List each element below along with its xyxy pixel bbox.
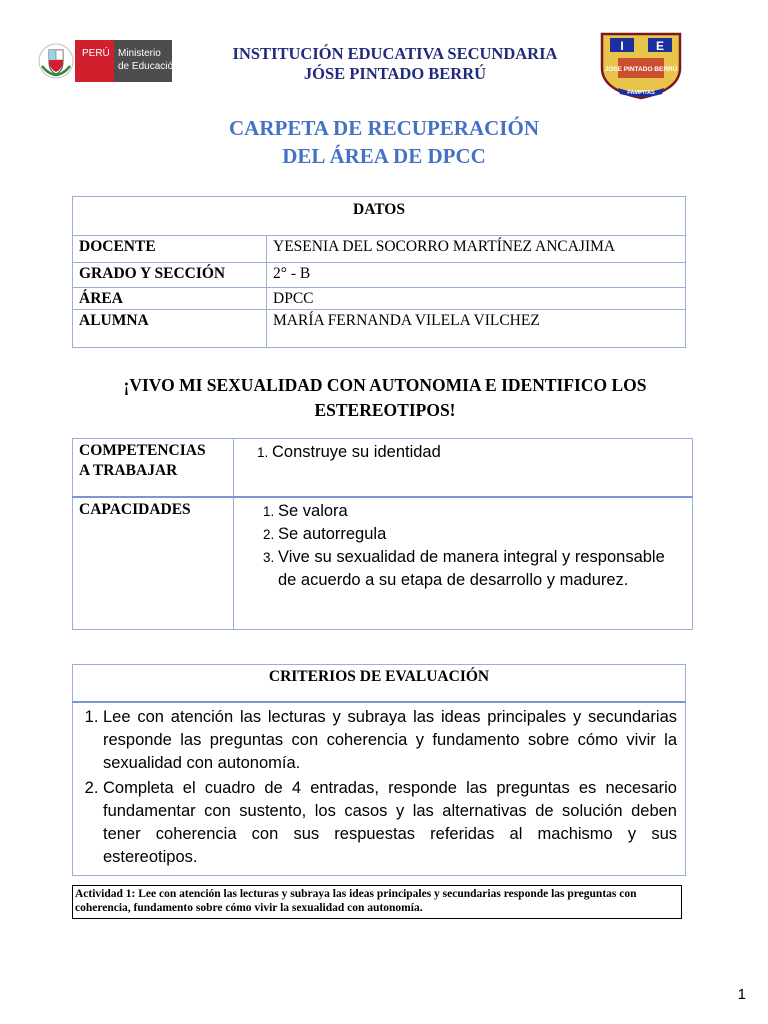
capacidades-list [234,497,693,630]
table-row [73,288,686,310]
ministry-label-2: de Educación [118,61,174,72]
datos-key: DOCENTE [73,236,267,263]
page-title: CARPETA DE RECUPERACIÓN [229,116,539,140]
competencias-label-line1: COMPETENCIAS [79,442,206,459]
datos-heading: DATOS [73,197,686,236]
table-row [73,263,686,288]
page-number: 1 [737,986,746,1003]
institution-name: INSTITUCIÓN EDUCATIVA SECUNDARIA [232,44,558,63]
datos-key: ÁREA [73,288,267,310]
datos-table [72,196,686,348]
list-item: 1. Construye su identidad [272,441,682,464]
table-row [73,497,693,630]
peru-shield-icon [39,44,73,78]
datos-key: ALUMNA [73,310,267,348]
logo-initial-e: E [655,39,665,53]
criterios-table [72,664,686,876]
capacidades-label: CAPACIDADES [73,497,234,630]
table-row [73,439,693,497]
logo-initial-i: I [620,39,624,53]
datos-value: MARÍA FERNANDA VILELA VILCHEZ [267,310,686,348]
logo-school-text: JÓSE PINTADO BERRÚ [604,66,678,73]
page-subtitle: DEL ÁREA DE DPCC [282,144,486,168]
activity-box: Actividad 1: Lee con atención las lecturas y subraya las ideas principales y secundarias responde las preguntas con coherencia, fundamento sobre cómo vivir la sexualidad con autonomía. [72,885,682,919]
section-title: ¡VIVO MI SEXUALIDAD CON AUTONOMIA E IDENTIFICO LOS [123,375,647,395]
table-row [73,236,686,263]
list-item: 1. Se valora [278,500,682,523]
competencias-label [73,439,234,497]
datos-value: DPCC [267,288,686,310]
list-item: 3. Vive su sexualidad de manera integral y responsable de acuerdo a su etapa de desarrollo y madurez. [278,546,682,592]
section-title-line2: ESTEREOTIPOS! [314,400,456,420]
competencias-label-line2: A TRABAJAR [79,462,178,479]
criterios-list [73,702,686,876]
datos-key: GRADO Y SECCIÓN [73,263,267,288]
list-item: 2. Completa el cuadro de 4 entradas, responde las preguntas es necesario fundamentar con sustento, los casos y las alternativas de solución deben tener coherencia con sus respuestas referidas al machismo y sus estereotipos. [103,777,677,869]
logo-ribbon-text: PAMPITAS [627,90,655,96]
competencias-list [234,439,693,497]
criterios-heading: CRITERIOS DE EVALUACIÓN [73,665,686,703]
country-label: PERÚ [82,48,110,59]
school-logo [596,30,686,100]
school-name: JÓSE PINTADO BERRÚ [303,64,487,83]
list-item: 2. Se autorregula [278,523,682,546]
table-row [73,310,686,348]
ministry-label-1: Ministerio [118,48,161,59]
datos-value: 2° - B [267,263,686,288]
list-item: 1. Lee con atención las lecturas y subraya las ideas principales y secundarias responde las preguntas con coherencia y fundamento sobre cómo vivir la sexualidad con autonomía. [103,706,677,775]
minedu-logo [38,36,174,86]
datos-value: YESENIA DEL SOCORRO MARTÍNEZ ANCAJIMA [267,236,686,263]
competencias-table [72,438,693,630]
